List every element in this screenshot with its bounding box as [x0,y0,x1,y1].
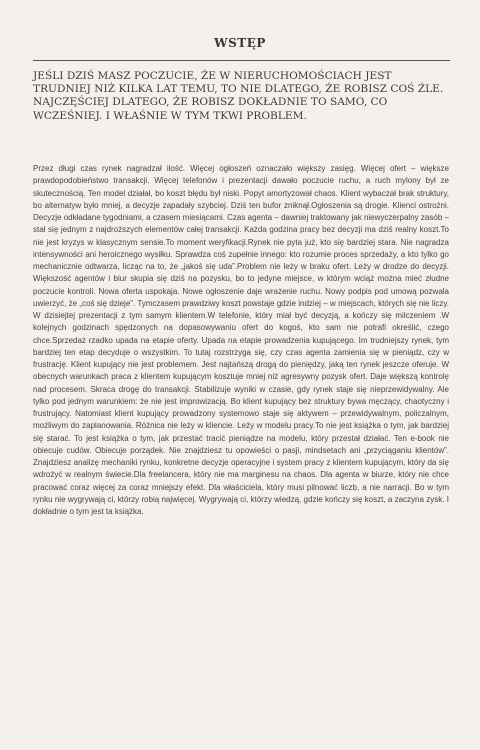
lead-paragraph: JEŚLI DZIŚ MASZ POCZUCIE, ŻE W NIERUCHOMOŚCIACH JEST TRUDNIEJ NIŻ KILKA LAT TEMU, TO NIE DLATEGO, ŻE ROBISZ COŚ ŹLE. NAJCZĘŚCIEJ DLATEGO, ŻE ROBISZ DOKŁADNIE TO SAMO, CO WCZEŚNIEJ. I WŁAŚNIE W TYM TKWI PROBLEM. [33,70,444,122]
title-divider [33,60,450,61]
body-paragraph: Przez długi czas rynek nagradzał ilość. Więcej ogłoszeń oznaczało większy zasięg. Więcej ofert – większe prawdopodobieństwo transakcji. Więcej telefonów i prezentacji dawało poczucie ruchu, a ruch mylony był ze skutecznością. Ten model działał, bo koszt błędu był niski. Popyt amortyzował chaos. Klient wybaczał brak struktury, bo alternatyw było mniej, a decyzje zapadały szybciej. Dziś ten bufor zniknął.Ogłoszenia są drogie. Klienci ostrożni. Decyzje odkładane tygodniami, a czasem miesiącami. Czas agenta – dawniej traktowany jak niewyczerpalny zasób – stał się jednym z najdroższych elementów całej transakcji. Każda godzina pracy bez decyzji ma dziś realny koszt.To nie jest kryzys w klasycznym sensie.To moment weryfikacji.Rynek nie pyta już, kto się bardziej stara. Nie nagradza intensywności ani heroicznego wysiłku. Sprawdza coś zupełnie innego: kto rozumie proces sprzedaży, a kto tylko go mechanicznie odtwarza, licząc na to, że „jakoś się uda”.Problem nie leży w braku ofert. Leży w drodze do decyzji. Większość agentów i biur skupia się dziś na pozysku, bo to jedyne miejsce, w którym wciąż można mieć złudne poczucie kontroli. Nowa oferta uspokaja. Nowe ogłoszenie daje wrażenie ruchu. Nowy podpis pod umową pozwala uwierzyć, że „coś się dzieje”. Tymczasem prawdziwy koszt powstaje gdzie indziej – w miejscach, których się nie liczy. W dzisiejtej prezentacji z tym samym klientem.W telefonie, który miał być decyzją, a kończy się milczeniem .W kolejnych godzinach spędzonych na dopasowywaniu ofert do kogoś, kto sam nie potrafi określić, czego chce.Sprzedaż rzadko upada na etapie oferty. Upada na etapie prowadzenia kupującego. Im trudniejszy rynek, tym bardziej ten etap decyduje o wszystkim. To tutaj rozstrzyga się, czy czas agenta zamienia się w pieniądz, czy w frustrację. Klient kupujący nie jest problemem. Jest najtańszą drogą do pieniędzy, jaką ten rynek jeszcze oferuje. W obecnych warunkach praca z klientem kupującym kosztuje mniej niż agresywny pozysk ofert. Daje większą kontrolę nad procesem. Skraca drogę do transakcji. Stabilizuje wyniki w czasie, gdy rynek staje się nieprzewidywalny. Ale tylko pod jednym warunkiem: że nie jest improwizacją. Bo klient kupujący bez struktury bywa męczący, chaotyczny i frustrujący. Natomiast klient kupujący prowadzony systemowo staje się aktywem – przewidywalnym, policzalnym, możliwym do zaplanowania. Różnica nie leży w kliencie. Leży w modelu pracy.To nie jest książka o tym, jak bardziej się starać. To jest książka o tym, jak przestać tracić pieniądze na modelu, który przestał działać. Ten e-book nie obiecuje cudów. Obiecuje porządek. Nie znajdziesz tu opowieści o pasji, mindsetach ani „przyciąganiu klientów”. Znajdziesz analizę mechaniki rynku, konkretne decyzje operacyjne i system pracy z klientem kupującym, który da się wdrożyć w realnym świecie.Dla freelancera, który nie ma marginesu na chaos. Dla agenta w biurze, który nie chce pracować coraz więcej za coraz mniejszy efekt. Dla właściciela, który musi pilnować liczb, a nie narracji. Bo w tym rynku nie wygrywają ci, którzy robią najwięcej. Wygrywają ci, którzy wiedzą, gdzie kończy się koszt, a zaczyna zysk. I dokładnie o tym jest ta książka. [33,164,449,516]
page-title: WSTĘP [214,36,266,50]
